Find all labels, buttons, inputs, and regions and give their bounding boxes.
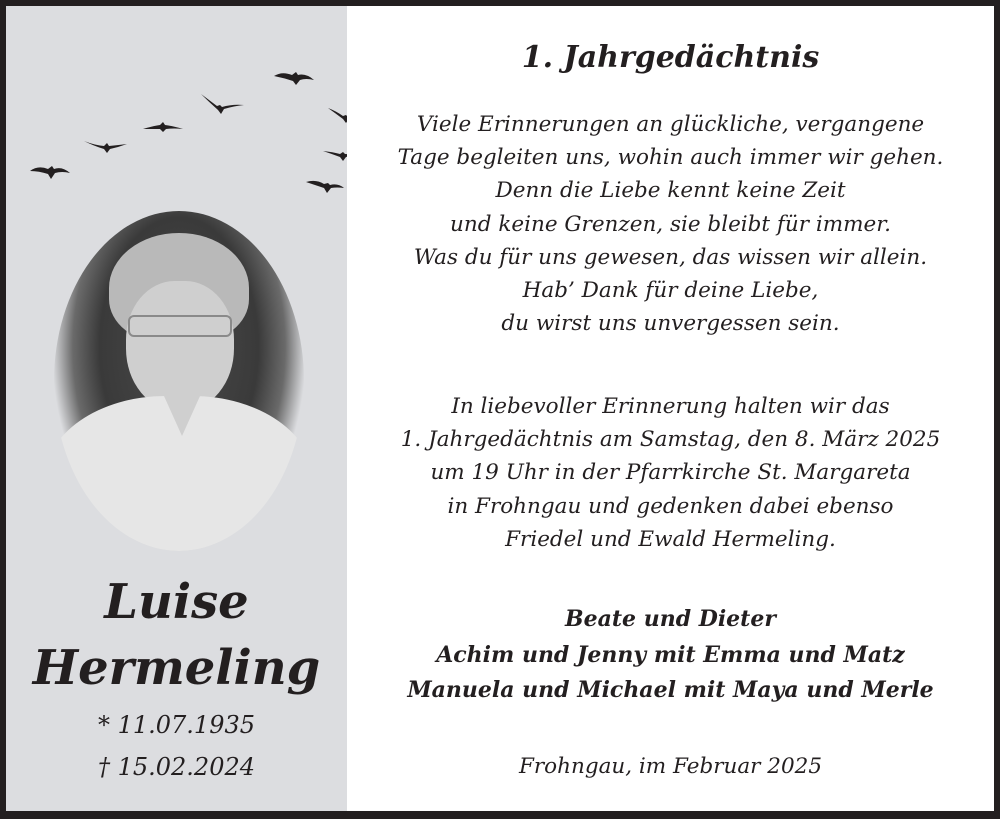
family-line: Achim und Jenny mit Emma und Matz bbox=[436, 641, 905, 668]
flying-birds-icon bbox=[6, 6, 406, 206]
obituary-notice bbox=[6, 6, 994, 811]
family-line: Manuela und Michael mit Maya und Merle bbox=[407, 677, 934, 703]
family-line: Beate und Dieter bbox=[565, 606, 776, 632]
family-signatures bbox=[347, 602, 994, 709]
deceased-last-name: Hermeling bbox=[32, 640, 321, 696]
death-date: † 15.02.2024 bbox=[97, 753, 256, 781]
poem-line: und keine Grenzen, sie bleibt für immer. bbox=[450, 211, 891, 237]
poem bbox=[347, 108, 994, 340]
poem-line: du wirst uns unvergessen sein. bbox=[501, 311, 840, 337]
poem-line: Was du für uns gewesen, das wissen wir allein. bbox=[413, 244, 928, 270]
poem-line: Hab’ Dank für deine Liebe, bbox=[522, 278, 819, 304]
birth-date: * 11.07.1935 bbox=[97, 711, 256, 739]
deceased-first-name: Luise bbox=[104, 574, 249, 630]
invitation-line: 1. Jahrgedächtnis am Samstag, den 8. März 2025 bbox=[400, 427, 941, 453]
right-panel bbox=[347, 6, 994, 811]
invitation-line: um 19 Uhr in der Pfarrkirche St. Margareta bbox=[430, 460, 911, 486]
notice-title: 1. Jahrgedächtnis bbox=[521, 40, 820, 75]
invitation-line: In liebevoller Erinnerung halten wir das bbox=[451, 394, 890, 419]
poem-line: Viele Erinnerungen an glückliche, vergangene bbox=[416, 112, 925, 137]
portrait-face bbox=[126, 281, 234, 411]
life-dates bbox=[6, 704, 347, 788]
portrait-glasses bbox=[128, 315, 232, 337]
portrait-photo bbox=[54, 211, 304, 551]
poem-line: Denn die Liebe kennt keine Zeit bbox=[495, 178, 846, 204]
portrait-collar bbox=[164, 396, 200, 436]
invitation-text bbox=[347, 390, 994, 556]
place-and-date: Frohngau, im Februar 2025 bbox=[518, 754, 823, 779]
invitation-line: in Frohngau und gedenken dabei ebenso bbox=[447, 493, 894, 519]
invitation-line: Friedel und Ewald Hermeling. bbox=[505, 526, 836, 552]
poem-line: Tage begleiten uns, wohin auch immer wir gehen. bbox=[397, 145, 944, 171]
left-panel bbox=[6, 6, 347, 811]
